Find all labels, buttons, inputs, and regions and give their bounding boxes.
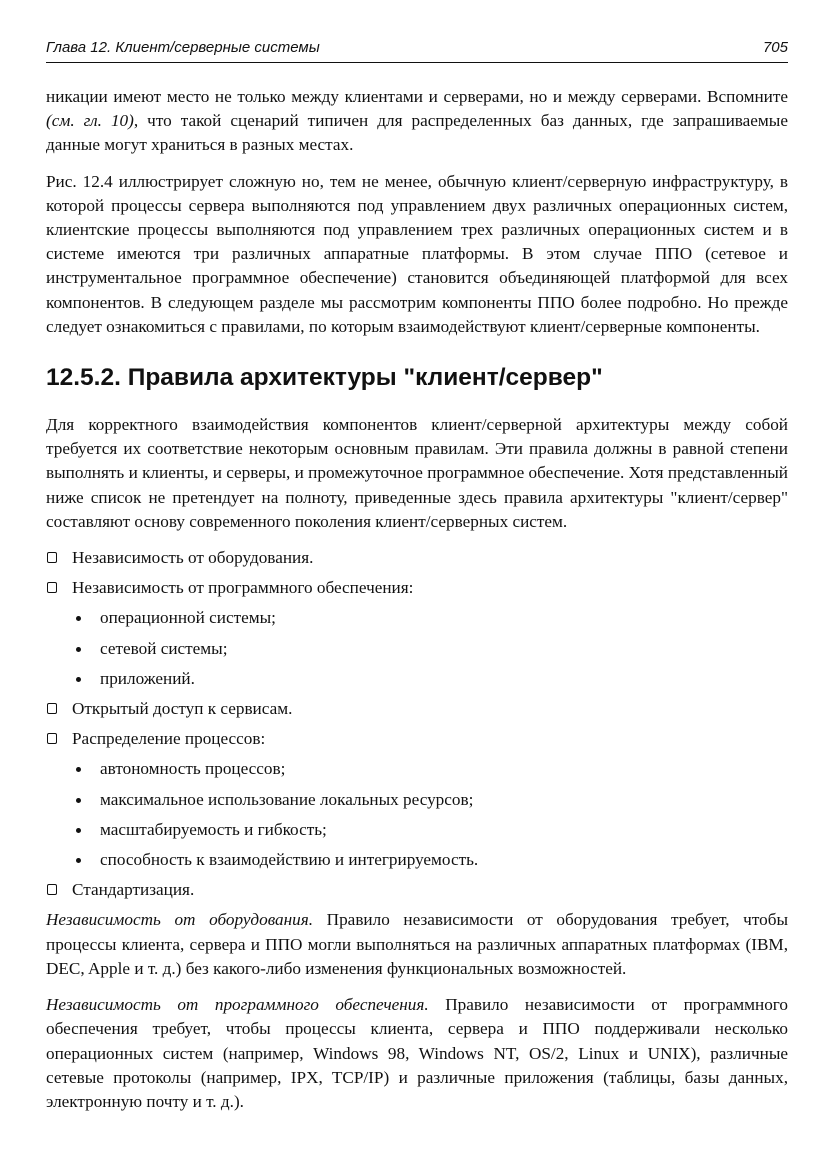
paragraph-text: Правило независимости от программного обеспечения требует, чтобы процессы клиента, сервера и ППО поддерживали несколько операционных систем (например, Windows 98, Windows NT, OS/2, Linux и UNIX), различные сетевые протоколы (например, IPX, TCP/IP) и различные приложения (таблицы, базы данных, электронную почту и т. д.).: [46, 995, 789, 1111]
list-item: [46, 878, 788, 902]
paragraph-intro: Для корректного взаимодействия компонентов клиент/серверной архитектуры между собой требуется их соответствие некоторым основным правилам. Эти правила должны в равной степени выполнять и клиенты, и серверы, и промежуточное программное обеспечение. Хотя представленный ниже список не претендует на полноту, приведенные здесь правила архитектуры "клиент/сервер" составляют основу современного поколения клиент/серверных систем.: [46, 415, 788, 531]
rules-list: [46, 546, 788, 600]
sublist-item: [46, 667, 788, 691]
paragraph-continued: [46, 85, 788, 158]
paragraph-text: никации имеют место не только между клиентами и серверами, но и между серверами. Вспомните: [46, 87, 788, 106]
sublist-item: [46, 848, 788, 872]
sublist-processes: [46, 757, 788, 872]
paragraph-lead: Независимость от программного обеспечения.: [46, 995, 429, 1015]
rules-list: [46, 697, 788, 751]
sublist-item-text: операционной системы;: [100, 608, 276, 628]
sublist-item: [46, 818, 788, 842]
checkbox-bullet-icon: [47, 703, 57, 714]
sublist-item: [46, 757, 788, 781]
paragraph-text: Правило независимости от оборудования требует, чтобы процессы клиента, сервера и ППО могли выполняться на различных аппаратных платформах (IBM, DEC, Apple и т. д.) без какого-либо изменения функциональных возможностей.: [46, 910, 788, 978]
list-item: [46, 576, 788, 600]
sublist-item: [46, 606, 788, 630]
paragraph-software-independence: [46, 993, 788, 1114]
sublist-item-text: способность к взаимодействию и интегрируемость.: [100, 850, 479, 870]
list-item-text: Независимость от оборудования.: [72, 548, 314, 568]
rules-list: [46, 878, 788, 902]
book-page: [46, 38, 788, 1126]
sublist-item-text: приложений.: [100, 668, 195, 688]
paragraph-figure-description: Рис. 12.4 иллюстрирует сложную но, тем не менее, обычную клиент/серверную инфраструктуру, в которой процессы сервера выполняются под управлением двух различных операционных систем, клиентские процессы выполняются под управлением трех различных операционных систем и в системе имеются три различных аппаратные платформы. В этом случае ППО (сетевое и инструментальное программное обеспечение) становится объединяющей платформой для всех компонентов. В следующем разделе мы рассмотрим компоненты ППО более подробно. Но прежде следует ознакомиться с правилами, по которым взаимодействуют клиент/серверные компоненты.: [46, 171, 788, 336]
list-item: [46, 697, 788, 721]
page-body: [46, 85, 788, 1114]
sublist-item-text: масштабируемость и гибкость;: [100, 819, 327, 839]
paragraph-text: , что такой сценарий типичен для распределенных баз данных, где запрашиваемые данные могут храниться в разных местах.: [46, 111, 788, 155]
page-number: 705: [762, 39, 788, 56]
dot-bullet-icon: [76, 767, 81, 772]
chapter-reference: (см. гл. 10): [46, 111, 134, 131]
dot-bullet-icon: [76, 677, 81, 682]
checkbox-bullet-icon: [47, 552, 57, 563]
sublist-item: [46, 788, 788, 812]
checkbox-bullet-icon: [47, 733, 57, 744]
sublist-item-text: автономность процессов;: [100, 759, 286, 779]
list-item-text: Открытый доступ к сервисам.: [72, 699, 293, 719]
chapter-title: Глава 12. Клиент/серверные системы: [46, 39, 320, 56]
paragraph-lead: Независимость от оборудования.: [46, 910, 314, 930]
list-item-text: Независимость от программного обеспечения:: [72, 578, 414, 598]
sublist-item: [46, 637, 788, 661]
running-head: [46, 38, 788, 63]
section-heading: 12.5.2. Правила архитектуры "клиент/сервер": [46, 364, 603, 392]
list-item-text: Распределение процессов:: [72, 729, 266, 749]
dot-bullet-icon: [76, 858, 81, 863]
paragraph-hardware-independence: [46, 908, 788, 981]
checkbox-bullet-icon: [47, 884, 57, 895]
sublist-item-text: сетевой системы;: [100, 638, 228, 658]
sublist-item-text: максимальное использование локальных ресурсов;: [100, 789, 474, 809]
dot-bullet-icon: [76, 798, 81, 803]
dot-bullet-icon: [76, 647, 81, 652]
list-item-text: Стандартизация.: [72, 880, 195, 900]
list-item: [46, 727, 788, 751]
checkbox-bullet-icon: [47, 582, 57, 593]
sublist-software: [46, 606, 788, 691]
dot-bullet-icon: [76, 616, 81, 621]
dot-bullet-icon: [76, 828, 81, 833]
list-item: [46, 546, 788, 570]
